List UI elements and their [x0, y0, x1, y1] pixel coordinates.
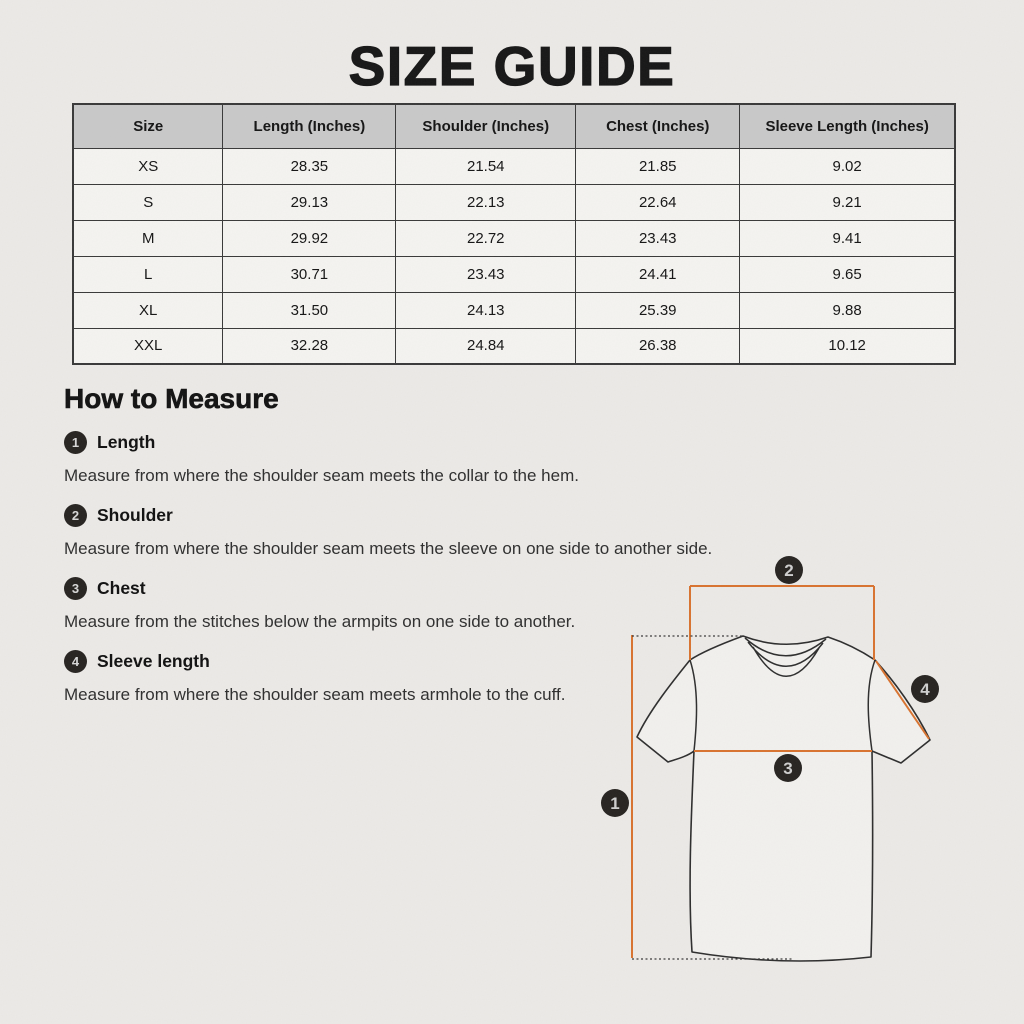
column-header-sleeve-length: Sleeve Length (Inches) [740, 104, 955, 148]
column-header-length: Length (Inches) [223, 104, 396, 148]
tshirt-outline [637, 636, 930, 961]
tshirt-illustration [585, 545, 1024, 990]
length-cell: 28.35 [223, 148, 396, 184]
step-header-shoulder [64, 504, 764, 527]
step-description: Measure from the stitches below the armpits on one side to another. [64, 612, 576, 631]
length-cell: 29.13 [223, 184, 396, 220]
step-number-badge: 3 [64, 577, 87, 600]
size-cell: S [73, 184, 223, 220]
shoulder-cell: 22.13 [396, 184, 576, 220]
shoulder-cell: 21.54 [396, 148, 576, 184]
svg-text:1: 1 [610, 794, 620, 813]
step-label: Chest [97, 578, 146, 598]
step-label: Length [97, 432, 156, 452]
size-cell: XS [73, 148, 223, 184]
marker-chest [774, 754, 802, 782]
marker-shoulder [775, 556, 803, 584]
size-cell: XXL [73, 328, 223, 364]
chest-cell: 22.64 [576, 184, 740, 220]
size-table [72, 103, 956, 365]
marker-length [601, 789, 629, 817]
shoulder-cell: 22.72 [396, 220, 576, 256]
length-cell: 31.50 [223, 292, 396, 328]
length-cell: 29.92 [223, 220, 396, 256]
marker-sleeve [911, 675, 939, 703]
step-number-badge: 4 [64, 650, 87, 673]
step-description: Measure from where the shoulder seam meets the collar to the hem. [64, 466, 579, 485]
svg-text:3: 3 [783, 759, 793, 778]
svg-text:4: 4 [920, 680, 930, 699]
length-cell: 32.28 [223, 328, 396, 364]
column-header-shoulder: Shoulder (Inches) [396, 104, 576, 148]
size-cell: M [73, 220, 223, 256]
step-number-badge: 2 [64, 504, 87, 527]
size-cell: XL [73, 292, 223, 328]
step-number-badge: 1 [64, 431, 87, 454]
step-header-length [64, 431, 764, 454]
how-to-measure-heading: How to Measure [64, 383, 279, 414]
chest-cell: 21.85 [576, 148, 740, 184]
shoulder-cell: 24.13 [396, 292, 576, 328]
table-row-m [73, 220, 955, 256]
table-row-s [73, 184, 955, 220]
table-header-row [73, 104, 955, 148]
chest-cell: 25.39 [576, 292, 740, 328]
size-cell: L [73, 256, 223, 292]
table-row-xl [73, 292, 955, 328]
sleeve-cell: 9.21 [740, 184, 955, 220]
sleeve-cell: 10.12 [740, 328, 955, 364]
length-cell: 30.71 [223, 256, 396, 292]
sleeve-cell: 9.02 [740, 148, 955, 184]
chest-cell: 23.43 [576, 220, 740, 256]
sleeve-cell: 9.88 [740, 292, 955, 328]
column-header-size: Size [73, 104, 223, 148]
table-row-xxl [73, 328, 955, 364]
sleeve-cell: 9.41 [740, 220, 955, 256]
step-label: Shoulder [97, 505, 173, 525]
tshirt-measurement-diagram [585, 545, 1024, 990]
shoulder-cell: 23.43 [396, 256, 576, 292]
chest-cell: 26.38 [576, 328, 740, 364]
table-row-xs [73, 148, 955, 184]
step-description: Measure from where the shoulder seam meets armhole to the cuff. [64, 685, 566, 704]
shoulder-cell: 24.84 [396, 328, 576, 364]
column-header-chest: Chest (Inches) [576, 104, 740, 148]
svg-text:2: 2 [784, 561, 794, 580]
step-description: Measure from where the shoulder seam meets the sleeve on one side to another side. [64, 539, 713, 558]
page-title: SIZE GUIDE [348, 35, 676, 97]
table-row-l [73, 256, 955, 292]
chest-cell: 24.41 [576, 256, 740, 292]
step-label: Sleeve length [97, 651, 210, 671]
sleeve-cell: 9.65 [740, 256, 955, 292]
